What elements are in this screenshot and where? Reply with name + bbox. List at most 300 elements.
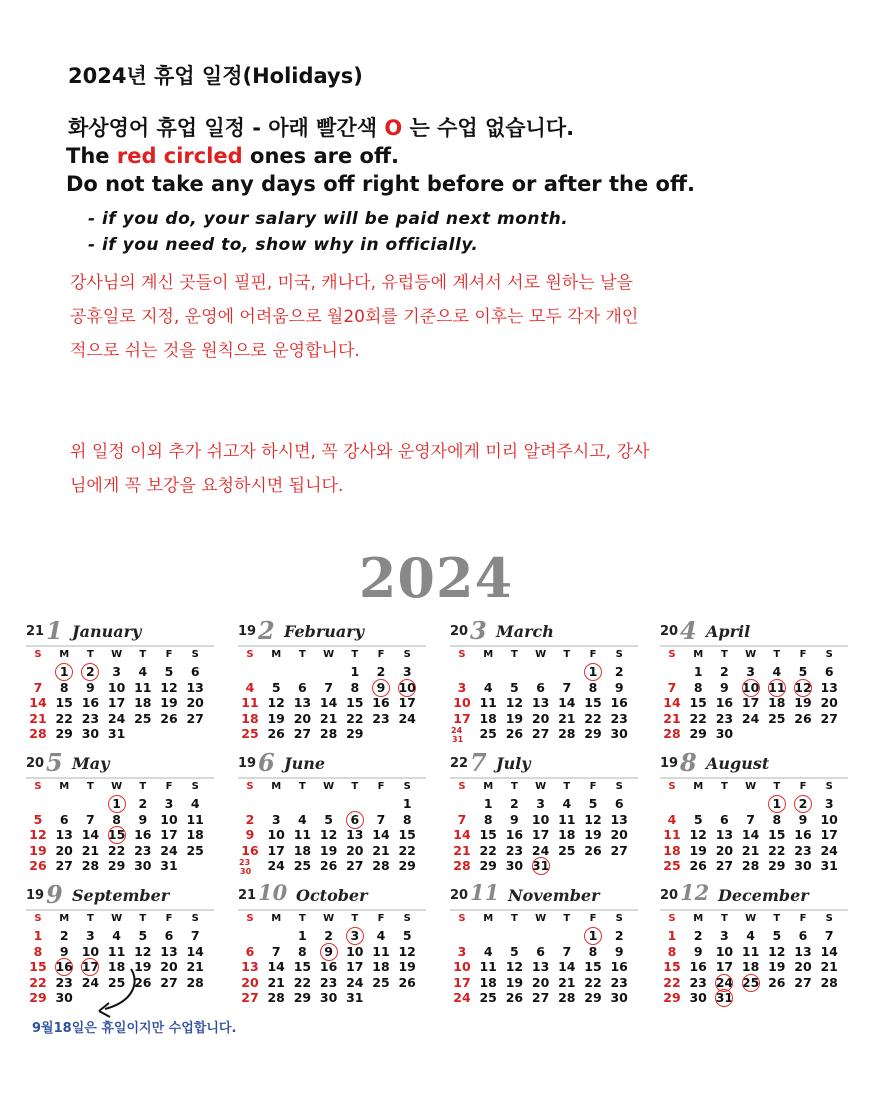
month-number: 12 xyxy=(680,880,710,905)
calendar-day: 6 xyxy=(350,811,360,827)
divider xyxy=(450,777,638,779)
calendar-day: 23 xyxy=(55,974,73,990)
weekday-label: S xyxy=(34,649,42,660)
holiday-circle xyxy=(794,795,812,813)
weekday-label: T xyxy=(86,781,94,792)
calendar-day: 18 xyxy=(768,695,786,710)
calendar-day: 29 xyxy=(55,726,73,741)
calendar-day: 9 xyxy=(86,679,95,695)
calendar-day: 7 xyxy=(824,928,834,943)
calendar-day: 3 xyxy=(720,928,729,943)
calendar-day: 9 xyxy=(138,811,148,827)
calendar-day: 17 xyxy=(267,842,285,858)
calendar-day: 11 xyxy=(293,827,312,842)
calendar-day: 19 xyxy=(29,842,47,858)
calendar-day: 21 xyxy=(29,710,47,726)
calendar-day: 30 xyxy=(794,858,812,873)
calendar-day: 10 xyxy=(820,811,838,827)
calendar-day: 8 xyxy=(772,811,782,827)
weekday-label: W xyxy=(323,781,335,792)
calendar-day: 27 xyxy=(794,974,812,990)
calendar-day: 13 xyxy=(55,827,73,842)
calendar-day: 5 xyxy=(510,679,519,695)
calendar-day: 14 xyxy=(558,695,576,710)
calendar-day: 3 xyxy=(402,664,412,679)
calendar-day: 20 xyxy=(610,827,628,842)
calendar-day: 16 xyxy=(134,827,152,842)
calendar-day: 7 xyxy=(746,811,755,827)
calendar-day: 28 xyxy=(741,858,760,873)
weekday-label: S xyxy=(246,649,254,660)
calendar-day: 3 xyxy=(86,928,95,943)
overflow-day: 31 xyxy=(452,735,464,744)
calendar-day: 25 xyxy=(663,858,681,873)
month-number: 11 xyxy=(470,880,500,905)
weekday-label: W xyxy=(535,781,547,792)
calendar-day: 8 xyxy=(588,679,598,695)
weekday-label: W xyxy=(535,649,547,660)
calendar-day: 24 xyxy=(453,990,471,1005)
weekday-label: F xyxy=(589,913,597,924)
month-number: 4 xyxy=(680,616,697,645)
calendar-day: 2 xyxy=(376,664,386,679)
calendar-day: 15 xyxy=(584,695,602,710)
calendar-day: 14 xyxy=(319,695,338,710)
weekday-label: M xyxy=(693,913,704,924)
calendar-day: 19 xyxy=(134,959,152,974)
month-number: 1 xyxy=(46,616,63,645)
calendar-day: 3 xyxy=(164,796,174,811)
calendar-day: 23 xyxy=(505,842,524,858)
month-name: September xyxy=(72,886,170,905)
calendar-day: 21 xyxy=(372,842,390,858)
calendar-day: 20 xyxy=(715,842,734,858)
calendar-day: 9 xyxy=(693,943,703,959)
weekday-label: M xyxy=(693,781,704,792)
calendar-day: 6 xyxy=(798,928,808,943)
calendar-day: 16 xyxy=(610,695,628,710)
calendar-day: 22 xyxy=(584,974,602,990)
calendar-day: 30 xyxy=(134,858,152,873)
notice-en-highlight: red circled xyxy=(116,144,243,168)
calendar-day: 25 xyxy=(107,974,126,990)
weekday-label: S xyxy=(403,649,411,660)
month-header xyxy=(238,748,428,777)
calendar-day: 22 xyxy=(689,710,707,726)
weekday-label: T xyxy=(139,781,147,792)
calendar-day: 8 xyxy=(59,679,69,695)
calendar-day: 29 xyxy=(663,990,681,1005)
calendar-day: 10 xyxy=(453,695,471,710)
calendar-day: 29 xyxy=(768,858,786,873)
calendar-day: 7 xyxy=(33,679,43,695)
calendar-day: 9 xyxy=(614,943,624,959)
calendar-day: 17 xyxy=(453,974,471,990)
calendar-day: 16 xyxy=(55,959,73,974)
calendar-day: 24 xyxy=(267,858,285,873)
calendar-day: 14 xyxy=(372,827,390,842)
weekday-label: W xyxy=(111,649,123,660)
calendar-day: 29 xyxy=(398,858,416,873)
month-number: 9 xyxy=(46,880,63,909)
weekday-label: W xyxy=(535,913,547,924)
calendar-day: 27 xyxy=(55,858,73,873)
calendar-day: 5 xyxy=(164,664,174,679)
calendar-day: 30 xyxy=(715,726,734,741)
calendar-day: 13 xyxy=(293,695,312,710)
working-day-count: 19 xyxy=(660,756,679,771)
holiday-notice-korean xyxy=(68,112,574,142)
weekday-label: T xyxy=(510,649,518,660)
calendar-day: 7 xyxy=(86,811,95,827)
calendar-day: 1 xyxy=(667,928,677,943)
calendar-day: 16 xyxy=(794,827,812,842)
calendar-day: 25 xyxy=(768,710,786,726)
weekday-label: S xyxy=(825,781,833,792)
calendar-day: 21 xyxy=(558,710,576,726)
calendar-day: 27 xyxy=(531,990,550,1005)
holiday-circle xyxy=(584,927,602,945)
calendar-day: 20 xyxy=(820,695,838,710)
calendar-day: 15 xyxy=(768,827,786,842)
calendar-day: 3 xyxy=(536,796,545,811)
calendar-day: 4 xyxy=(298,811,307,827)
weekday-label: T xyxy=(563,649,571,660)
calendar-day: 4 xyxy=(772,664,782,679)
calendar-day: 14 xyxy=(663,695,681,710)
calendar-day: 24 xyxy=(451,726,463,735)
calendar-day: 18 xyxy=(293,842,312,858)
calendar-day: 6 xyxy=(164,928,174,943)
weekday-label: T xyxy=(86,649,94,660)
weekday-label: W xyxy=(323,649,335,660)
weekday-label: W xyxy=(745,781,757,792)
calendar-day: 25 xyxy=(558,842,576,858)
calendar-day: 17 xyxy=(160,827,178,842)
notice-en-prefix: The xyxy=(66,144,117,168)
calendar-day: 30 xyxy=(505,858,524,873)
calendar-day: 13 xyxy=(715,827,734,842)
weekday-label: T xyxy=(720,781,728,792)
calendar-day: 23 xyxy=(610,974,628,990)
divider xyxy=(238,777,426,779)
calendar-day: 29 xyxy=(29,990,47,1005)
calendar-day: 21 xyxy=(453,842,471,858)
calendar-day: 12 xyxy=(160,679,178,695)
calendar-day: 12 xyxy=(134,943,152,959)
calendar-day: 17 xyxy=(531,827,550,842)
calendar-day: 27 xyxy=(186,710,204,726)
calendar-day: 1 xyxy=(402,796,412,811)
holiday-circle xyxy=(346,811,364,829)
calendar-day: 26 xyxy=(768,974,786,990)
weekday-label: T xyxy=(351,913,359,924)
calendar-day: 1 xyxy=(772,796,782,811)
calendar-day: 28 xyxy=(186,974,204,990)
month-header xyxy=(450,880,640,908)
calendar-day: 28 xyxy=(29,726,47,741)
holiday-notice-english xyxy=(66,144,399,168)
calendar-day: 19 xyxy=(505,710,524,726)
calendar-day: 23 xyxy=(239,858,251,867)
weekday-label: T xyxy=(510,913,518,924)
weekday-label: S xyxy=(191,913,199,924)
calendar-day: 24 xyxy=(160,842,178,858)
calendar-day: 1 xyxy=(483,796,493,811)
month-header xyxy=(660,748,850,777)
weekday-label: F xyxy=(165,649,173,660)
calendar-day: 15 xyxy=(398,827,416,842)
calendar-day: 13 xyxy=(241,959,259,974)
calendar-day: 8 xyxy=(112,811,121,827)
calendar-day: 10 xyxy=(531,811,550,827)
calendar-day: 12 xyxy=(794,679,812,695)
calendar-day: 9 xyxy=(614,679,624,695)
month-name: February xyxy=(284,622,365,641)
calendar-day: 27 xyxy=(293,726,312,741)
calendar-day: 15 xyxy=(479,827,497,842)
calendar-day: 11 xyxy=(558,811,576,827)
calendar-day: 15 xyxy=(293,959,312,974)
holiday-circle xyxy=(742,974,760,992)
calendar-day: 26 xyxy=(505,990,524,1005)
calendar-day: 6 xyxy=(298,679,307,695)
calendar-day: 8 xyxy=(33,943,43,959)
calendar-day: 26 xyxy=(160,710,178,726)
weekday-label: S xyxy=(668,781,676,792)
calendar-day: 17 xyxy=(715,959,734,974)
weekday-label: S xyxy=(825,913,833,924)
calendar-day: 5 xyxy=(33,811,43,827)
calendar-day: 19 xyxy=(160,695,178,710)
calendar-day: 20 xyxy=(346,842,364,858)
red-circle-mark: O xyxy=(384,116,403,140)
calendar-day: 19 xyxy=(267,710,285,726)
calendar-day: 16 xyxy=(319,959,338,974)
calendar-day: 21 xyxy=(267,974,285,990)
weekday-label: M xyxy=(59,649,70,660)
calendar-day: 23 xyxy=(81,710,100,726)
calendar-day: 22 xyxy=(29,974,47,990)
calendar-day: 20 xyxy=(531,974,550,990)
calendar-day: 28 xyxy=(267,990,285,1005)
calendar-day: 4 xyxy=(562,796,572,811)
weekday-label: F xyxy=(589,649,597,660)
calendar-day: 11 xyxy=(768,679,786,695)
weekday-label: T xyxy=(351,781,359,792)
weekday-label: F xyxy=(799,781,807,792)
calendar-day: 30 xyxy=(55,990,73,1005)
month-name: August xyxy=(706,754,770,773)
calendar-day: 13 xyxy=(610,811,628,827)
calendar-day: 25 xyxy=(293,858,312,873)
calendar-day: 10 xyxy=(715,943,734,959)
calendar-day: 27 xyxy=(715,858,734,873)
calendar-day: 11 xyxy=(663,827,681,842)
weekday-label: S xyxy=(615,649,623,660)
working-day-count: 19 xyxy=(238,624,257,639)
calendar-day: 15 xyxy=(346,695,364,710)
calendar-day: 16 xyxy=(241,842,259,858)
calendar-day: 14 xyxy=(741,827,760,842)
divider xyxy=(26,777,214,779)
calendar-day: 27 xyxy=(610,842,628,858)
calendar-day: 28 xyxy=(372,858,390,873)
weekday-label: T xyxy=(720,649,728,660)
calendar-day: 23 xyxy=(610,710,628,726)
holiday-circle xyxy=(372,679,390,697)
calendar-day: 18 xyxy=(558,827,576,842)
calendar-day: 14 xyxy=(29,695,47,710)
calendar-day: 9 xyxy=(376,679,386,695)
calendar-day: 22 xyxy=(107,842,126,858)
month-number: 3 xyxy=(470,616,487,645)
calendar-day: 27 xyxy=(346,858,364,873)
calendar-day: 27 xyxy=(241,990,259,1005)
weekday-label: T xyxy=(139,913,147,924)
calendar-day: 8 xyxy=(483,811,493,827)
calendar-day: 11 xyxy=(479,695,497,710)
calendar-day: 13 xyxy=(531,695,550,710)
month-header xyxy=(238,616,428,645)
calendar-day: 6 xyxy=(190,664,200,679)
calendar-day: 7 xyxy=(562,679,572,695)
calendar-day: 22 xyxy=(293,974,312,990)
calendar-day: 7 xyxy=(271,943,281,959)
calendar-day: 2 xyxy=(693,928,703,943)
month-july xyxy=(450,748,640,882)
weekday-label: F xyxy=(377,649,385,660)
calendar-day: 20 xyxy=(160,959,178,974)
calendar-day: 23 xyxy=(689,974,707,990)
working-day-count: 20 xyxy=(660,888,679,903)
month-december xyxy=(660,880,850,1014)
weekday-label: S xyxy=(668,913,676,924)
calendar-day: 22 xyxy=(584,710,602,726)
calendar-day: 14 xyxy=(820,943,838,959)
calendar-day: 3 xyxy=(824,796,834,811)
weekday-label: S xyxy=(825,649,833,660)
calendar-day: 3 xyxy=(746,664,755,679)
weekday-label: M xyxy=(693,649,704,660)
calendar-day: 21 xyxy=(81,842,100,858)
calendar-day: 26 xyxy=(134,974,152,990)
calendar-day: 28 xyxy=(453,858,471,873)
calendar-day: 5 xyxy=(402,928,412,943)
calendar-day: 4 xyxy=(190,796,200,811)
calendar-day: 17 xyxy=(346,959,364,974)
calendar-day: 16 xyxy=(372,695,390,710)
month-number: 6 xyxy=(258,748,275,777)
calendar-day: 5 xyxy=(324,811,333,827)
month-may xyxy=(26,748,216,882)
month-header xyxy=(26,880,216,909)
month-header xyxy=(450,748,640,777)
calendar-day: 26 xyxy=(689,858,707,873)
weekday-label: S xyxy=(403,781,411,792)
calendar-day: 14 xyxy=(186,943,204,959)
calendar-day: 30 xyxy=(81,726,100,741)
weekday-label: M xyxy=(271,913,282,924)
calendar-day: 19 xyxy=(319,842,338,858)
calendar-day: 16 xyxy=(689,959,707,974)
weekday-label: S xyxy=(458,913,466,924)
calendar-day: 4 xyxy=(245,679,255,695)
divider xyxy=(26,645,214,647)
calendar-day: 1 xyxy=(350,664,360,679)
calendar-day: 17 xyxy=(107,695,126,710)
calendar-day: 25 xyxy=(134,710,152,726)
calendar-day: 21 xyxy=(186,959,204,974)
calendar-day: 13 xyxy=(794,943,812,959)
days-off-rule: Do not take any days off right before or after the off. xyxy=(66,172,695,196)
weekday-label: T xyxy=(773,781,781,792)
calendar-day: 10 xyxy=(267,827,285,842)
month-header xyxy=(26,616,216,645)
weekday-label: M xyxy=(59,913,70,924)
calendar-day: 10 xyxy=(398,679,416,695)
calendar-day: 8 xyxy=(402,811,412,827)
calendar-day: 17 xyxy=(398,695,416,710)
calendar-day: 15 xyxy=(663,959,681,974)
calendar-day: 14 xyxy=(453,827,471,842)
calendar-day: 2 xyxy=(614,928,624,943)
weekday-label: T xyxy=(773,649,781,660)
september-note: 9월18일은 휴일이지만 수업합니다. xyxy=(32,1021,237,1036)
policy-paragraph: 강사님의 계신 곳들이 필핀, 미국, 캐나다, 유럽등에 계셔서 서로 원하는 날을 공휴일로 지정, 운영에 어려움으로 월20회를 기준으로 이후는 모두 각자 개인적으로 쉬는 것을 원칙으로 운영합니다. xyxy=(70,273,639,361)
holiday-circle xyxy=(768,795,786,813)
calendar-day: 2 xyxy=(798,796,808,811)
weekday-label: W xyxy=(745,913,757,924)
divider xyxy=(450,645,638,647)
holiday-circle xyxy=(532,857,550,875)
month-number: 5 xyxy=(46,748,63,777)
calendar-day: 20 xyxy=(241,974,259,990)
calendar-day: 1 xyxy=(588,664,598,679)
reason-note: - if you need to, show why in officially. xyxy=(88,235,479,255)
calendar-day: 2 xyxy=(59,928,69,943)
weekday-label: S xyxy=(615,781,623,792)
weekday-label: S xyxy=(246,913,254,924)
divider xyxy=(26,909,214,911)
calendar-day: 10 xyxy=(453,959,471,974)
calendar-day: 2 xyxy=(510,796,519,811)
calendar-day: 5 xyxy=(772,928,782,943)
weekday-label: T xyxy=(773,913,781,924)
calendar-day: 26 xyxy=(398,974,416,990)
weekday-label: F xyxy=(377,781,385,792)
calendar-day: 13 xyxy=(531,959,550,974)
weekday-label: T xyxy=(298,649,306,660)
weekday-label: S xyxy=(191,649,199,660)
calendar-day: 12 xyxy=(689,827,707,842)
calendar-day: 10 xyxy=(160,811,178,827)
month-april xyxy=(660,616,850,750)
calendar-day: 24 xyxy=(398,710,416,726)
calendar-day: 22 xyxy=(479,842,497,858)
calendar-day: 9 xyxy=(245,827,255,842)
calendar-day: 11 xyxy=(134,679,152,695)
calendar-day: 24 xyxy=(741,710,760,726)
calendar-day: 6 xyxy=(59,811,69,827)
holiday-circle xyxy=(108,795,126,813)
holiday-circle xyxy=(320,943,338,961)
weekday-label: T xyxy=(139,649,147,660)
calendar-day: 6 xyxy=(536,943,545,959)
calendar-day: 13 xyxy=(820,679,838,695)
calendar-day: 13 xyxy=(160,943,178,959)
calendar-day: 26 xyxy=(584,842,602,858)
